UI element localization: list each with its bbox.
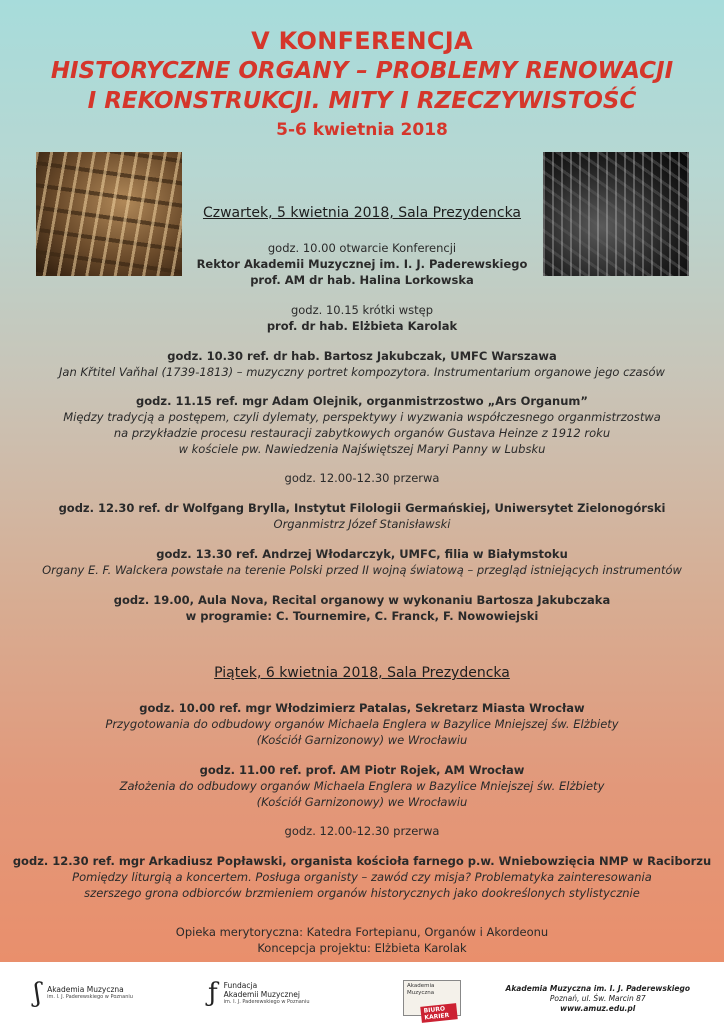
break-label: godz. 12.00-12.30 przerwa (284, 824, 440, 838)
program-item (0, 853, 724, 901)
item-line: prof. AM dr hab. Halina Lorkowska (250, 273, 474, 287)
item-title: godz. 19.00, Aula Nova, Recital organowy w wykonaniu Bartosza Jakubczaka (113, 593, 611, 607)
f-hole-icon: ʃ (34, 978, 42, 1008)
item-line: w programie: C. Tournemire, C. Franck, F. Nowowiejski (185, 609, 539, 623)
f-clef-icon: ƒ (208, 978, 218, 1008)
item-subtitle: (Kościół Garnizonowy) we Wrocławiu (256, 795, 468, 809)
day1-heading: Czwartek, 5 kwietnia 2018, Sala Prezydencka (202, 205, 522, 221)
program-break (0, 823, 724, 839)
item-title: godz. 10.30 ref. dr hab. Bartosz Jakubczak, UMFC Warszawa (167, 349, 557, 363)
career-office-stamp: BIURO KARIER (420, 1003, 457, 1023)
academy-logo-sub: im. I. J. Paderewskiego w Poznaniu (47, 994, 133, 1000)
credits-concept: Koncepcja projektu: Elżbieta Karolak (257, 941, 467, 955)
item-title: godz. 10.00 ref. mgr Włodzimierz Patalas, Sekretarz Miasta Wrocław (139, 701, 585, 715)
foundation-logo (208, 980, 310, 1006)
item-title: godz. 12.30 ref. dr Wolfgang Brylla, Instytut Filologii Germańskiej, Uniwersytet Zielonogórski (58, 501, 666, 515)
item-subtitle: (Kościół Garnizonowy) we Wrocławiu (256, 733, 468, 747)
address-institution: Akademia Muzyczna im. I. J. Paderewskiego (505, 984, 690, 993)
credits-supervision: Opieka merytoryczna: Katedra Fortepianu, Organów i Akordeonu (175, 925, 549, 939)
conference-title: V KONFERENCJA (251, 27, 473, 55)
program-item (0, 393, 724, 457)
item-title: godz. 11.00 ref. prof. AM Piotr Rojek, AM Wrocław (199, 763, 525, 777)
item-subtitle: Organy E. F. Walckera powstałe na terenie Polski przed II wojną światową – przegląd istniejących instrumentów (42, 563, 682, 577)
program-item (0, 546, 724, 578)
program-item (0, 240, 724, 288)
item-title: godz. 10.15 krótki wstęp (290, 303, 434, 317)
item-subtitle: Organmistrz Józef Stanisławski (273, 517, 451, 531)
foundation-logo-line2: Akademii Muzycznej (223, 989, 300, 999)
conference-dates: 5-6 kwietnia 2018 (276, 120, 448, 140)
item-subtitle: Pomiędzy liturgią a koncertem. Posługa organisty – zawód czy misja? Problematyka zainteresowania (72, 870, 652, 884)
address-website: www.amuz.edu.pl (560, 1004, 636, 1013)
academy-logo (34, 980, 133, 1006)
career-office-academy: Akademia Muzyczna (407, 983, 435, 996)
address-street: Poznań, ul. Św. Marcin 87 (549, 994, 646, 1003)
day2-heading: Piątek, 6 kwietnia 2018, Sala Prezydencka (214, 665, 510, 681)
item-subtitle: Jan Křtitel Vaňhal (1739-1813) – muzyczny portret kompozytora. Instrumentarium organowe jego czasów (59, 365, 665, 379)
item-subtitle: na przykładzie procesu restauracji zabytkowych organów Gustava Heinze z 1912 roku (113, 426, 611, 440)
item-title: godz. 13.30 ref. Andrzej Włodarczyk, UMFC, filia w Białymstoku (156, 547, 568, 561)
item-title: godz. 11.15 ref. mgr Adam Olejnik, organmistrzostwo „Ars Organum” (136, 394, 588, 408)
academy-logo-name: Akademia Muzyczna (47, 985, 124, 994)
topic-line-2: I REKONSTRUKCJI. MITY I RZECZYWISTOŚĆ (87, 88, 637, 114)
item-subtitle: Przygotowania do odbudowy organów Michaela Englera w Bazylice Mniejszej św. Elżbiety (105, 717, 619, 731)
item-line: prof. dr hab. Elżbieta Karolak (266, 319, 458, 333)
item-subtitle: Między tradycją a postępem, czyli dylematy, perspektywy i wyzwania współczesnego organmistrzostwa (63, 410, 661, 424)
topic-line-1: HISTORYCZNE ORGANY – PROBLEMY RENOWACJI (50, 58, 674, 84)
item-subtitle: Założenia do odbudowy organów Michaela Englera w Bazylice Mniejszej św. Elżbiety (119, 779, 605, 793)
program-item (0, 762, 724, 810)
foundation-logo-line1: Fundacja (223, 980, 258, 990)
program-item (0, 700, 724, 748)
poster-header (0, 26, 724, 142)
career-office-logo (403, 980, 461, 1022)
break-label: godz. 12.00-12.30 przerwa (284, 471, 440, 485)
item-subtitle: w kościele pw. Nawiedzenia Najświętszej Maryi Panny w Lubsku (178, 442, 546, 456)
item-title: godz. 10.00 otwarcie Konferencji (267, 241, 457, 255)
item-title: godz. 12.30 ref. mgr Arkadiusz Popławski, organista kościoła farnego p.w. Wniebowzięcia NMP w Raciborzu (12, 854, 712, 868)
credits (0, 924, 724, 956)
footer-address (506, 984, 690, 1014)
program-break (0, 470, 724, 486)
program-item (0, 592, 724, 624)
program-item (0, 302, 724, 334)
foundation-logo-sub: im. I. J. Paderewskiego w Poznaniu (223, 998, 310, 1005)
program-item (0, 500, 724, 532)
item-subtitle: szerszego grona odbiorców brzmieniem organów historycznych jako dookreślonych stylistycznie (84, 886, 640, 900)
program-item (0, 348, 724, 380)
item-line: Rektor Akademii Muzycznej im. I. J. Paderewskiego (196, 257, 528, 271)
